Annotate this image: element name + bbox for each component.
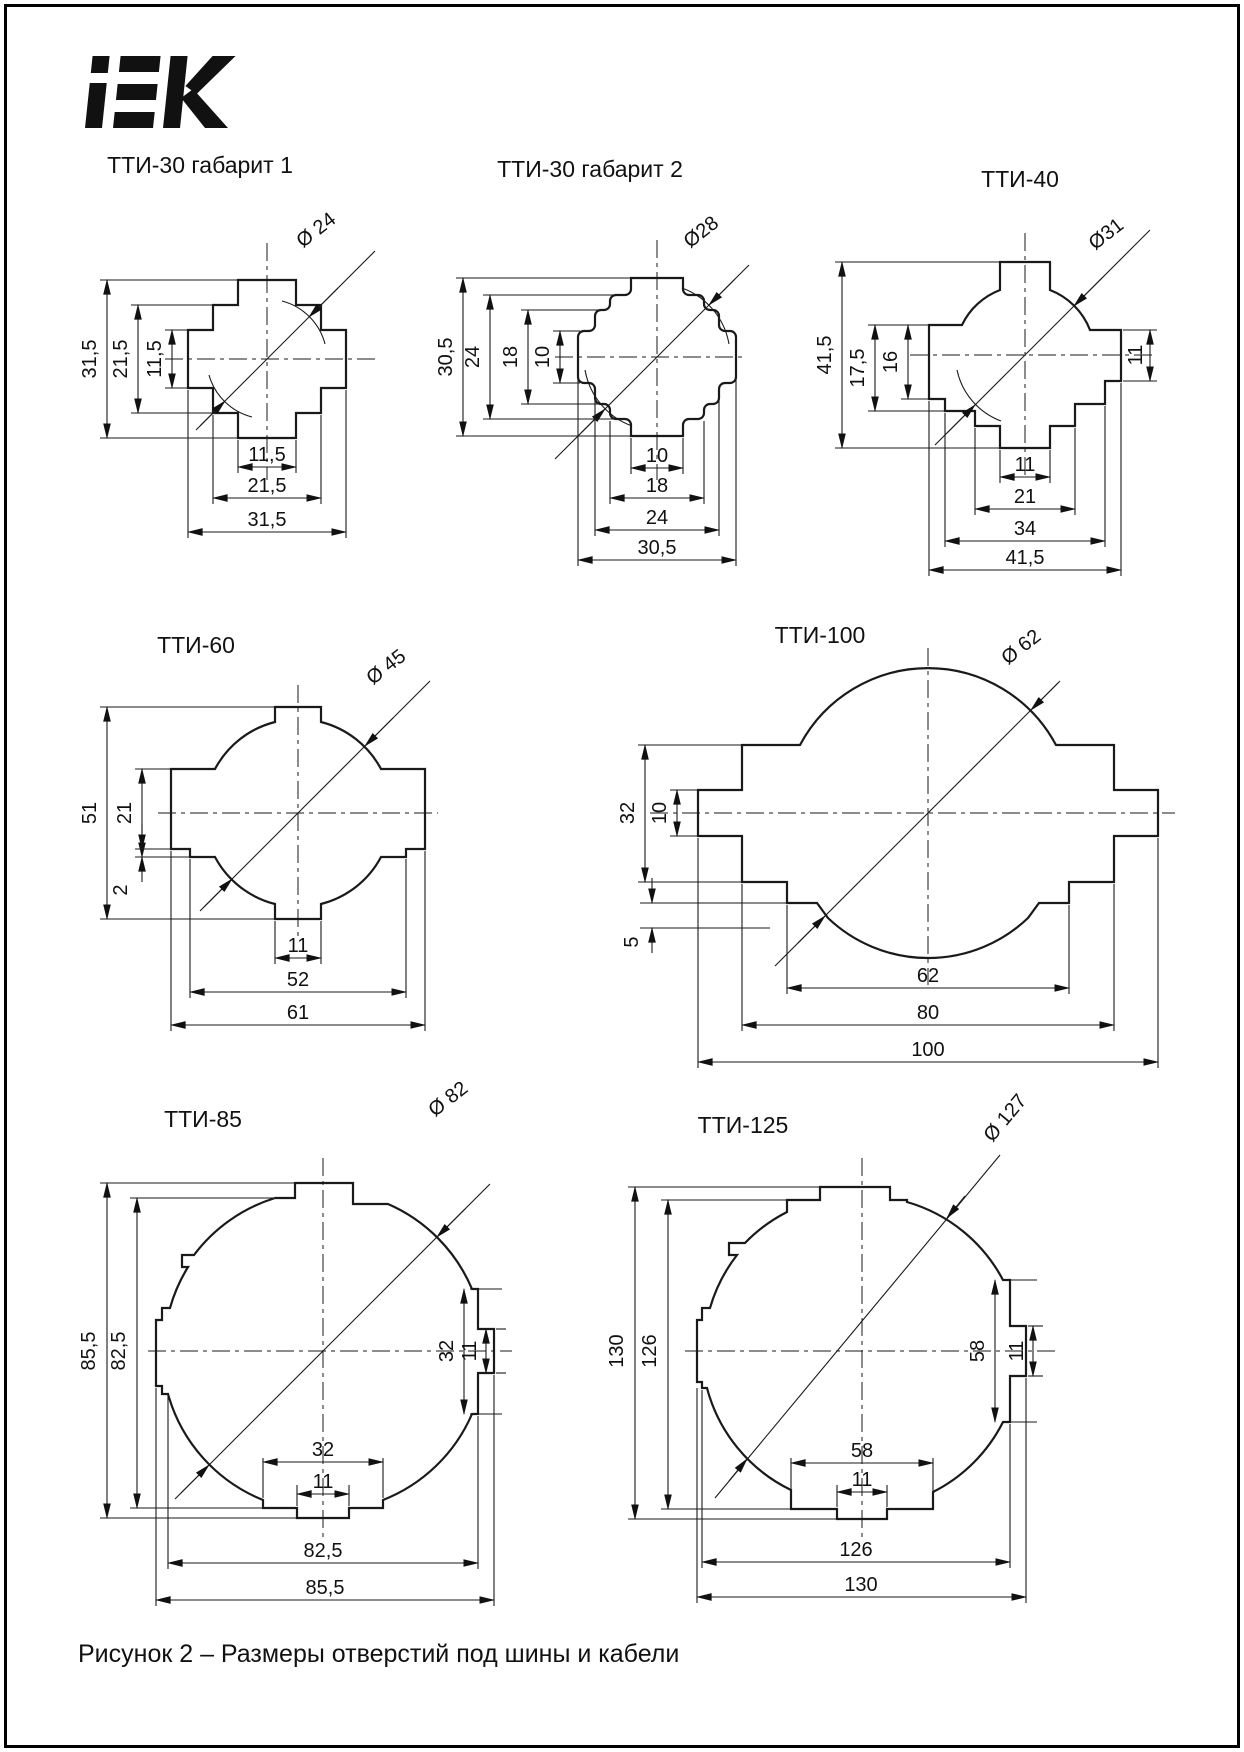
dim-label: 10 [649, 801, 671, 825]
dim-label: 58 [850, 1440, 874, 1462]
dim-label: 80 [916, 1002, 940, 1024]
dim-label: 30,5 [435, 337, 457, 377]
dim-label: 24 [645, 507, 669, 529]
diameter-label: Ø 82 [424, 1077, 473, 1122]
dim-label: 17,5 [847, 348, 869, 388]
dim-label: 82,5 [303, 1540, 343, 1562]
dim-label: 11 [312, 1471, 334, 1493]
dim-label: 18 [500, 345, 522, 369]
dim-label: 31,5 [247, 509, 287, 531]
dim-label: 30,5 [637, 537, 677, 559]
dim-label: 58 [967, 1339, 989, 1363]
title-tti30-1: ТТИ-30 габарит 1 [107, 152, 293, 178]
dim-label: 11 [287, 935, 309, 957]
diameter-label: Ø 24 [292, 208, 341, 253]
dim-label: 11 [459, 1340, 481, 1362]
dim-label: 16 [880, 350, 902, 374]
dim-label: 5 [621, 936, 643, 948]
dim-label: 10 [645, 445, 669, 467]
figure-caption: Рисунок 2 – Размеры отверстий под шины и кабели [78, 1640, 680, 1668]
dim-label: 21,5 [110, 339, 132, 379]
dim-label: 51 [79, 801, 101, 825]
dim-label: 130 [606, 1334, 628, 1368]
dim-label: 126 [639, 1334, 661, 1368]
dim-label: 82,5 [108, 1331, 130, 1371]
dim-label: 126 [839, 1539, 873, 1561]
dim-label: 21 [1013, 486, 1037, 508]
drawing-tti125 [555, 1030, 1095, 1620]
diameter-label: Ø 127 [979, 1090, 1032, 1147]
dim-label: 52 [286, 969, 310, 991]
dim-label: 85,5 [305, 1577, 345, 1599]
title-tti125: ТТИ-125 [697, 1112, 789, 1138]
drawing-tti30-2 [405, 195, 750, 580]
diameter-label: Ø31 [1084, 213, 1128, 255]
dim-label: 31,5 [79, 339, 101, 379]
title-tti100: ТТИ-100 [774, 622, 866, 648]
diameter-label: Ø 45 [362, 645, 411, 690]
dim-label: 41,5 [1005, 547, 1045, 569]
drawing-tti60 [80, 590, 440, 1040]
diameter-label: Ø28 [679, 211, 723, 253]
dim-label: 32 [436, 1339, 458, 1363]
iek-logo-icon [75, 52, 265, 136]
dim-label: 32 [617, 801, 639, 825]
title-tti85: ТТИ-85 [164, 1106, 242, 1132]
title-tti30-2: ТТИ-30 габарит 2 [497, 156, 683, 182]
dim-label: 130 [844, 1574, 878, 1596]
dim-label: 11 [1014, 454, 1036, 476]
dim-label: 11,5 [248, 444, 286, 466]
dim-label: 32 [311, 1439, 335, 1461]
dim-label: 2 [110, 884, 132, 896]
dim-label: 11,5 [144, 340, 166, 378]
dim-label: 11 [1125, 344, 1147, 366]
dim-label: 62 [916, 965, 940, 987]
dim-label: 21,5 [247, 475, 287, 497]
drawing-tti40 [814, 195, 1175, 585]
dim-label: 41,5 [814, 335, 836, 375]
dim-label: 61 [286, 1002, 310, 1024]
dim-label: 10 [532, 345, 554, 369]
drawing-tti30-1 [70, 195, 400, 545]
title-tti40: ТТИ-40 [981, 166, 1059, 192]
dim-label: 18 [645, 475, 669, 497]
dim-label: 100 [911, 1039, 945, 1061]
dim-label: 34 [1013, 518, 1037, 540]
diameter-label: Ø 62 [997, 625, 1046, 670]
dim-label: 11 [1006, 1340, 1028, 1362]
dim-label: 11 [851, 1469, 873, 1491]
dim-label: 24 [462, 345, 484, 369]
dim-label: 85,5 [78, 1331, 100, 1371]
title-tti60: ТТИ-60 [157, 632, 235, 658]
drawing-tti85 [70, 1030, 515, 1620]
dim-label: 21 [114, 801, 136, 825]
